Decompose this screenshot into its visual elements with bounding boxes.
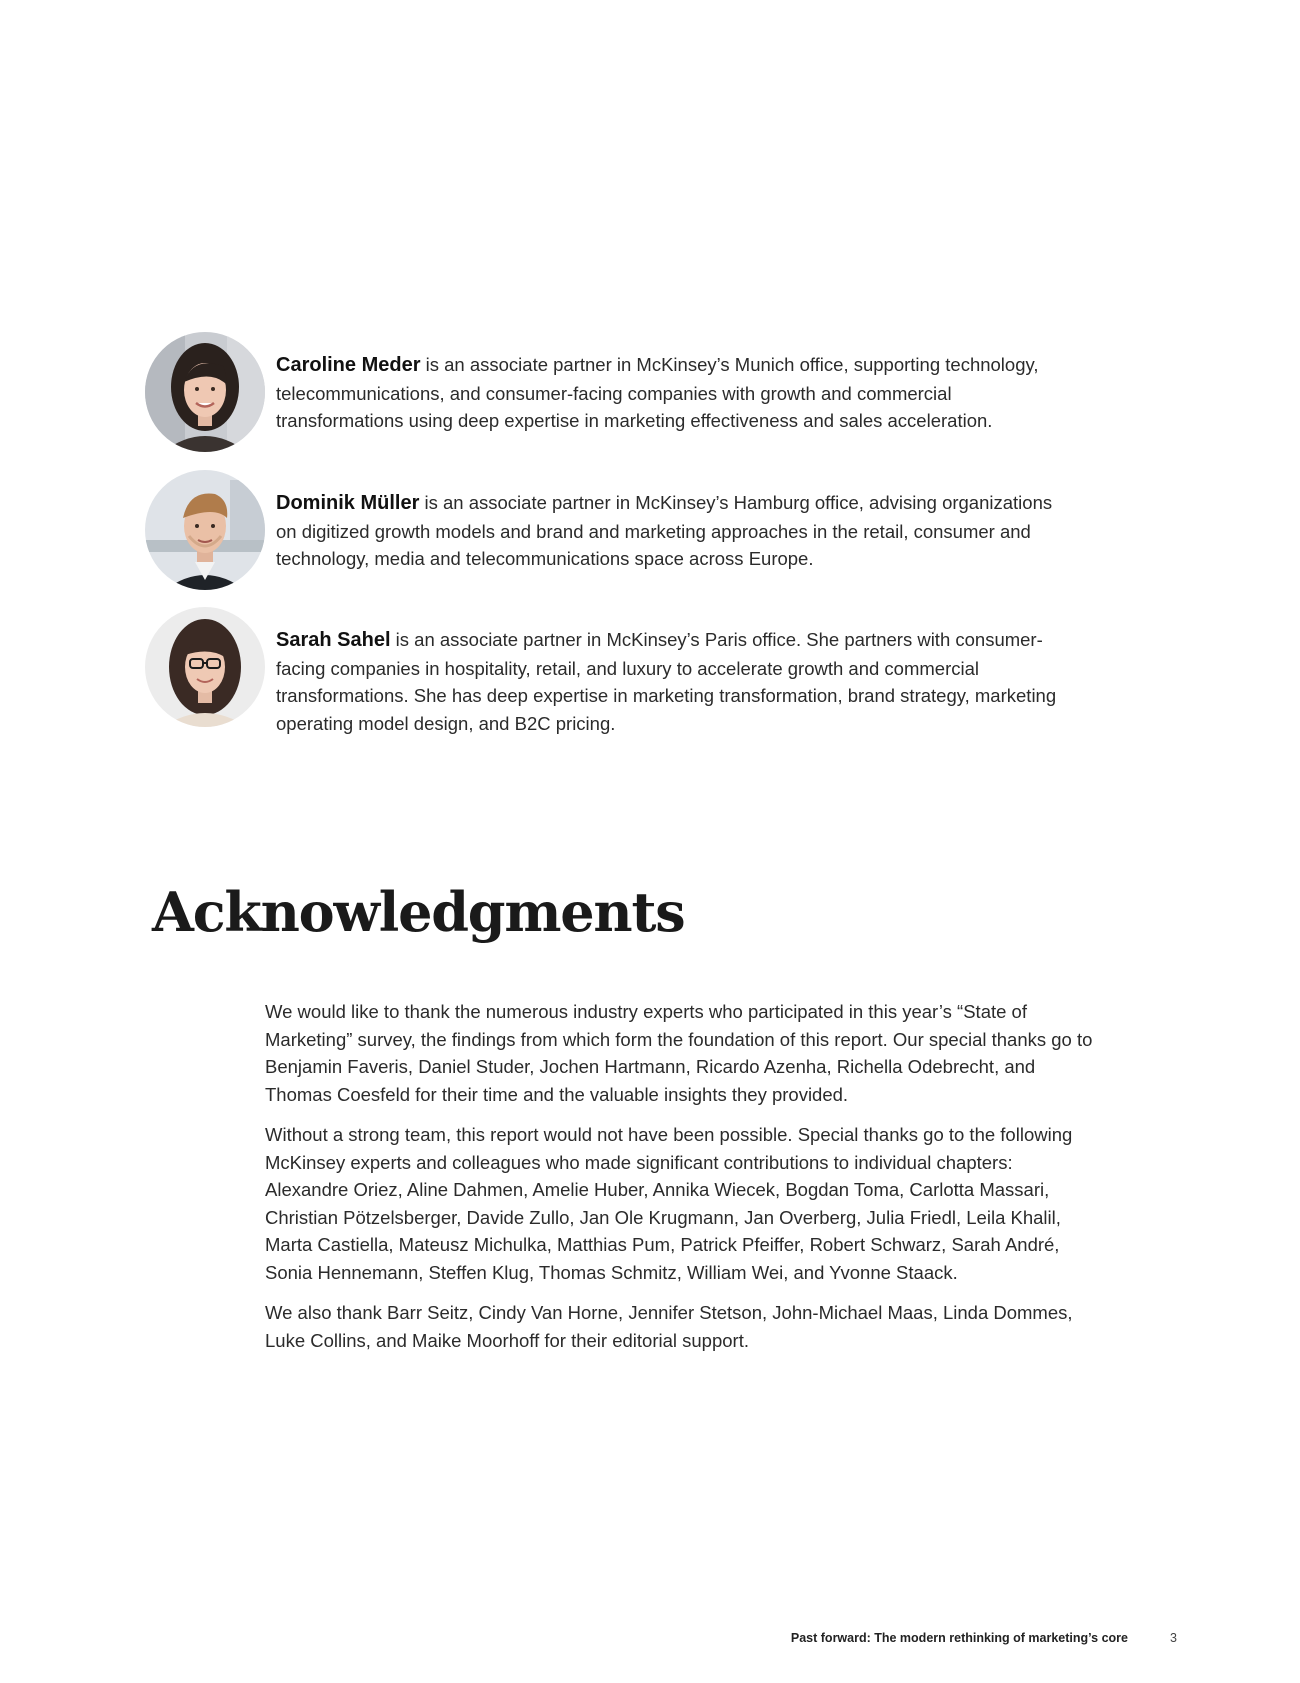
acknowledgments-paragraph: We also thank Barr Seitz, Cindy Van Horne, Jennifer Stetson, John-Michael Maas, Linda Dommes, Luke Collins, and Maike Moorhoff for their editorial support. [265, 1302, 1073, 1351]
acknowledgments-paragraph: We would like to thank the numerous industry experts who participated in this year’s “State of Marketing” survey, the findings from which form the foundation of this report. Our special thanks go to Benjamin Faveris, Daniel Studer, Jochen Hartmann, Ricardo Azenha, Richella Odebrecht, and Thomas Coesfeld for their time and the valuable insights they provided. [265, 1001, 1093, 1105]
author-photo [145, 470, 265, 590]
acknowledgments-paragraph: Without a strong team, this report would not have been possible. Special thanks go to the following McKinsey experts and colleagues who made significant contributions to individual chapters: Alexandre Oriez, Aline Dahmen, Amelie Huber, Annika Wiecek, Bogdan Toma, Carlotta Massari, Christian Pötzelsberger, Davide Zullo, Jan Ole Krugmann, Jan Overberg, Julia Friedl, Leila Khalil, Marta Castiella, Mateusz Michulka, Matthias Pum, Patrick Pfeiffer, Robert Schwarz, Sarah André, Sonia Hennemann, Steffen Klug, Thomas Schmitz, William Wei, and Yvonne Staack. [265, 1124, 1073, 1283]
author-photo [145, 607, 265, 727]
author-name: Sarah Sahel [276, 629, 391, 651]
author-name: Caroline Meder [276, 354, 421, 376]
author-bio [276, 351, 1076, 435]
page-number: 3 [1170, 1631, 1177, 1645]
author-bio-text: is an associate partner in McKinsey’s Paris office. She partners with consumer-facing companies in hospitality, retail, and luxury to accelerate growth and commercial transformations. She has deep expertise in marketing transformation, brand strategy, marketing operating model design, and B2C pricing. [276, 629, 1057, 734]
author-bio [276, 626, 1076, 737]
author-bio [276, 489, 1076, 573]
acknowledgments-heading: Acknowledgments [152, 880, 685, 944]
author-photo [145, 332, 265, 452]
acknowledgments-body [265, 998, 1095, 1367]
footer-report-title: Past forward: The modern rethinking of marketing’s core [790, 1631, 1128, 1645]
author-name: Dominik Müller [276, 492, 420, 514]
author-bio-text: is an associate partner in McKinsey’s Hamburg office, advising organizations on digitized growth models and brand and marketing approaches in the retail, consumer and technology, media and telecommunications space across Europe. [276, 492, 1053, 569]
author-bio-text: is an associate partner in McKinsey’s Munich office, supporting technology, telecommunications, and consumer-facing companies with growth and commercial transformations using deep expertise in marketing effectiveness and sales acceleration. [276, 354, 1039, 431]
